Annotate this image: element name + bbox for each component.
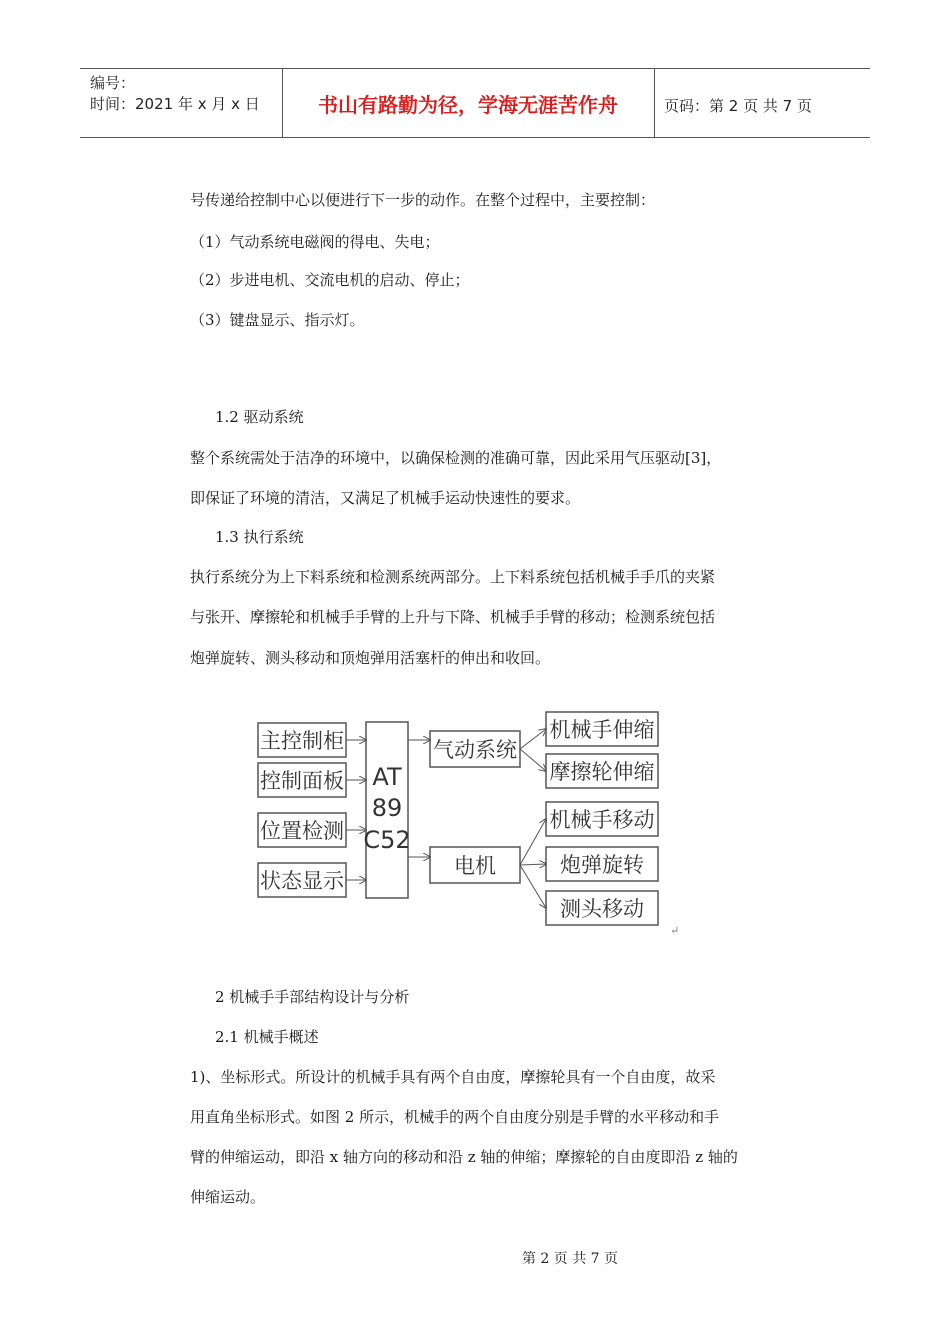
list-item: （3）键盘显示、指示灯。 xyxy=(190,311,365,329)
heading-1-3: 1.3 执行系统 xyxy=(215,528,304,546)
output-label: 测头移动 xyxy=(560,897,644,921)
controller-label: 89 xyxy=(371,794,403,822)
paragraph-line: 用直角坐标形式。如图 2 所示，机械手的两个自由度分别是手臂的水平移动和手 xyxy=(190,1108,720,1126)
heading-2: 2 机械手手部结构设计与分析 xyxy=(215,988,410,1006)
header-meta xyxy=(80,69,283,137)
paragraph-line: 与张开、摩擦轮和机械手手臂的上升与下降、机械手手臂的移动；检测系统包括 xyxy=(190,608,716,626)
paragraph-line: 臂的伸缩运动，即沿 x 轴方向的移动和沿 z 轴的伸缩；摩擦轮的自由度即沿 z 轴的 xyxy=(190,1148,738,1166)
input-label: 位置检测 xyxy=(260,819,344,843)
output-label: 机械手移动 xyxy=(549,808,655,832)
paragraph-line: 炮弹旋转、测头移动和顶炮弹用活塞杆的伸出和收回。 xyxy=(190,649,551,667)
heading-1-2: 1.2 驱动系统 xyxy=(215,408,304,426)
pneumatic-label: 气动系统 xyxy=(433,738,517,762)
page-header xyxy=(80,68,870,138)
page-footer xyxy=(0,1248,950,1268)
paragraph-line: 即保证了环境的清洁，又满足了机械手运动快速性的要求。 xyxy=(190,489,581,507)
header-page-info: 页码：第 2 页 共 7 页 xyxy=(664,97,812,115)
control-block-diagram xyxy=(250,700,690,940)
time-label: 时间：2021 年 x 月 x 日 xyxy=(90,95,260,113)
output-label: 摩擦轮伸缩 xyxy=(549,760,655,784)
output-label: 炮弹旋转 xyxy=(560,853,644,877)
output-label: 机械手伸缩 xyxy=(549,718,655,742)
input-label: 状态显示 xyxy=(260,869,344,893)
list-item: （2）步进电机、交流电机的启动、停止； xyxy=(190,271,470,289)
number-label: 编号： xyxy=(90,74,136,92)
list-item: （1）气动系统电磁阀的得电、失电； xyxy=(190,233,440,251)
paragraph-line: 伸缩运动。 xyxy=(190,1188,266,1206)
paragraph-intro: 号传递给控制中心以便进行下一步的动作。在整个过程中，主要控制： xyxy=(190,191,656,209)
input-label: 控制面板 xyxy=(260,769,344,793)
controller-label: C52 xyxy=(363,826,411,854)
footer-page-number: 第 2 页 共 7 页 xyxy=(521,1251,619,1267)
heading-2-1: 2.1 机械手概述 xyxy=(215,1028,319,1046)
controller-label: AT xyxy=(372,763,402,791)
return-mark: ↵ xyxy=(670,924,680,937)
paragraph-line: 执行系统分为上下料系统和检测系统两部分。上下料系统包括机械手手爪的夹紧 xyxy=(190,568,716,586)
input-label: 主控制柜 xyxy=(260,729,344,753)
motor-label: 电机 xyxy=(454,854,496,878)
header-motto: 书山有路勤为径，学海无涯苦作舟 xyxy=(282,69,655,137)
paragraph-line: 1)、坐标形式。所设计的机械手具有两个自由度，摩擦轮具有一个自由度，故采 xyxy=(190,1068,716,1086)
paragraph-line: 整个系统需处于洁净的环境中，以确保检测的准确可靠，因此采用气压驱动[3]， xyxy=(190,449,722,467)
